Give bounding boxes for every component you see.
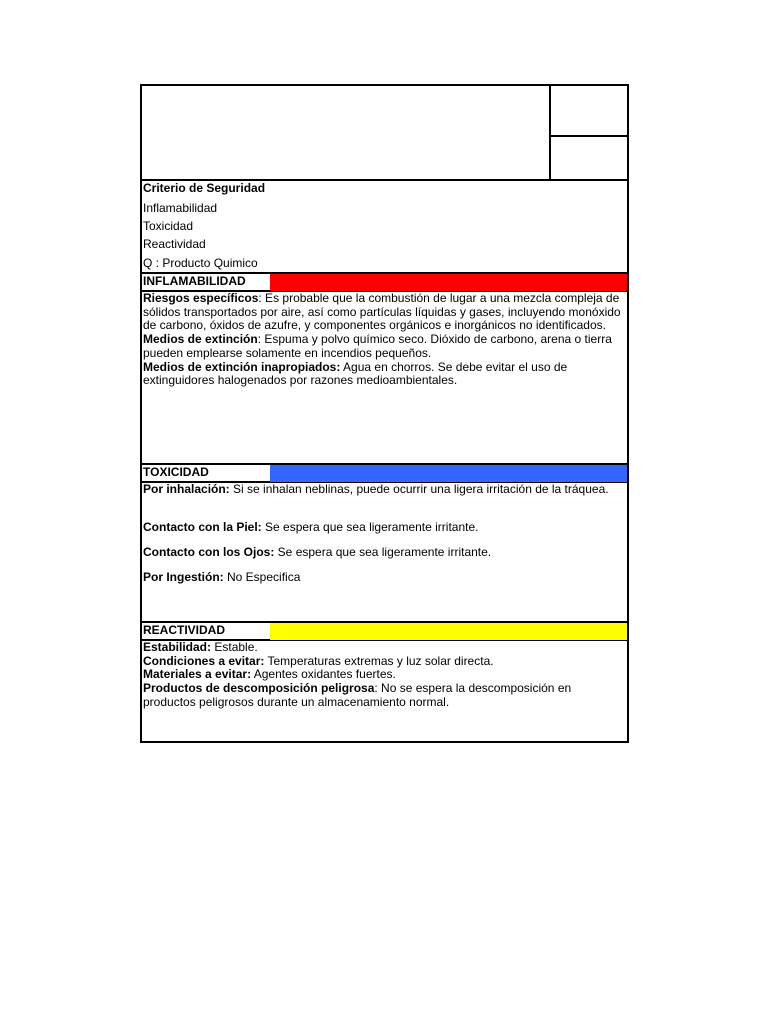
header-box <box>140 84 629 181</box>
inapropiados-text: Agua en chorros. Se debe evitar el uso de extinguidores halogenados por razones medioambientales. <box>143 359 568 388</box>
condiciones-label: Condiciones a evitar: <box>143 653 265 668</box>
piel-label: Contacto con la Piel: <box>143 520 262 534</box>
inhalacion-row <box>143 483 623 497</box>
header-divider-horizontal <box>549 135 629 137</box>
criterio-item-toxicidad: Toxicidad <box>143 219 194 233</box>
ojos-text: Se espera que sea ligeramente irritante. <box>274 545 492 559</box>
ingestion-row <box>143 571 300 585</box>
criterio-item-inflamabilidad: Inflamabilidad <box>143 201 218 215</box>
productos-text: : No se espera la descomposición en productos peligrosos durante un almacenamiento normal. <box>143 681 572 709</box>
materiales-label: Materiales a evitar: <box>143 667 252 682</box>
productos-label: Productos de descomposición peligrosa <box>143 681 375 696</box>
ingestion-label: Por Ingestión: <box>143 570 224 584</box>
reactividad-title: REACTIVIDAD <box>143 623 226 637</box>
reactividad-body <box>143 641 623 710</box>
materiales-text: Agentes oxidantes fuertes. <box>251 667 396 682</box>
inflamabilidad-color-bar <box>270 274 627 291</box>
estabilidad-text: Estable. <box>211 640 258 654</box>
riesgos-text: : Es probable que la combustión de lugar a una mezcla compleja de sólidos transportados por aire, así como partículas líquidas y gases, incluyendo monóxido de carbono, óxidos de azufre, y componentes orgánicos e inorgánicos no identificados. <box>143 291 621 333</box>
header-divider-vertical <box>549 84 551 181</box>
reactividad-color-bar <box>270 623 627 640</box>
toxicidad-title: TOXICIDAD <box>143 465 209 479</box>
piel-text: Se espera que sea ligeramente irritante. <box>261 520 479 534</box>
estabilidad-label: Estabilidad: <box>143 640 212 654</box>
criterio-item-reactividad: Reactividad <box>143 237 206 251</box>
criterio-title: Criterio de Seguridad <box>143 181 266 195</box>
inflamabilidad-title: INFLAMABILIDAD <box>143 274 246 288</box>
medios-text: : Espuma y polvo químico seco. Dióxido de carbono, arena o tierra pueden emplearse solamente en incendios pequeños. <box>143 332 612 360</box>
condiciones-text: Temperaturas extremas y luz solar directa. <box>264 653 494 668</box>
inhalacion-label: Por inhalación: <box>143 482 230 496</box>
medios-label: Medios de extinción <box>143 332 258 347</box>
riesgos-label: Riesgos específicos <box>143 291 259 305</box>
toxicidad-color-bar <box>270 465 627 482</box>
inhalacion-text: Si se inhalan neblinas, puede ocurrir una ligera irritación de la tráquea. <box>229 482 609 496</box>
inapropiados-label: Medios de extinción inapropiados: <box>143 359 341 374</box>
ojos-label: Contacto con los Ojos: <box>143 545 275 559</box>
inflamabilidad-body <box>143 292 623 388</box>
criterio-item-producto: Q : Producto Quimico <box>143 256 258 270</box>
piel-row <box>143 521 478 535</box>
ingestion-text: No Especifica <box>223 570 301 584</box>
ojos-row <box>143 546 491 560</box>
